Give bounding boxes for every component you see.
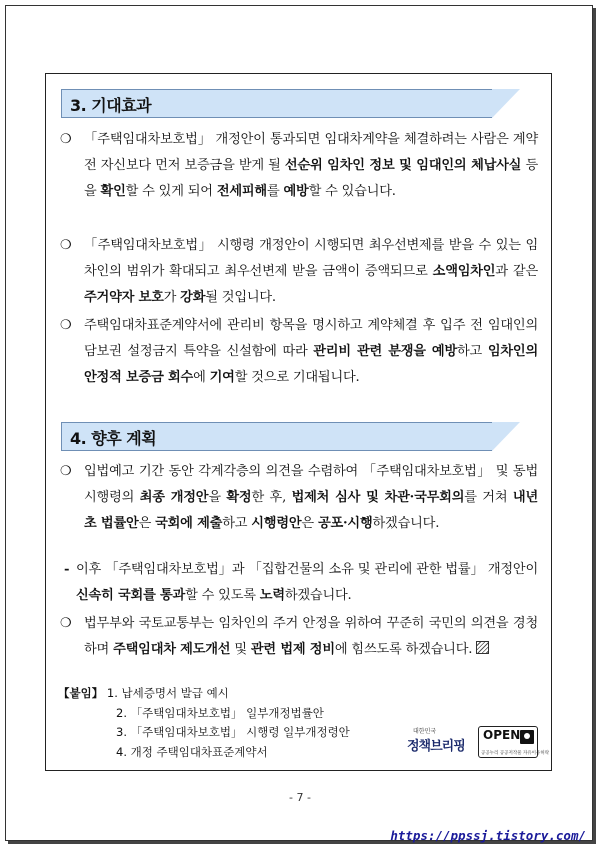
bullet-text — [84, 233, 538, 311]
bullet-text — [84, 459, 538, 537]
emphasized-text: 선순위 임차인 정보 및 임대인의 체납사실 — [284, 158, 522, 173]
emphasized-text: 확인 — [100, 184, 126, 199]
circle-bullet-icon: ❍ — [60, 132, 72, 147]
emphasized-text: 법제처 심사 및 차관·국무회의 — [291, 490, 465, 505]
bullet-item — [60, 611, 538, 663]
text-run: 및 — [230, 642, 251, 657]
attachment-row — [58, 684, 398, 704]
text-run: 「주택임대차보호법」 시행령 개정안이 시행되면 최우선변제를 받을 수 있는 임차인의 범위가 확대되고 최우선변제 받을 금액이 증액되므로 — [84, 238, 538, 279]
text-run: 를 — [266, 184, 284, 199]
section-title: 3. 기대효과 — [70, 96, 152, 115]
text-run: 에 — [193, 370, 210, 385]
text-run: 등을 — [84, 158, 539, 199]
emphasized-text: 공포·시행 — [317, 516, 373, 531]
policy-briefing-logo — [407, 726, 475, 756]
text-run: 을 — [208, 490, 227, 505]
emphasized-text: 시행령안 — [251, 516, 302, 531]
emphasized-text: 신속히 국회를 통과 — [76, 588, 186, 603]
end-mark-icon — [476, 641, 489, 654]
emphasized-text: 주거약자 보호 — [84, 290, 164, 305]
attachments-list — [58, 684, 398, 762]
open-logo-subtext: 공공누리 공공저작물 자유이용허락 — [481, 751, 550, 756]
attachment-item: 1. 납세증명서 발급 예시 — [106, 686, 229, 700]
bullet-text — [84, 611, 538, 663]
footer-url-link[interactable]: https://ppssj.tistory.com/ — [390, 828, 586, 843]
emphasized-text: 강화 — [180, 290, 206, 305]
text-run: 를 거쳐 — [464, 490, 513, 505]
attachments-label: 【붙임】 — [58, 686, 104, 700]
dash-mark: - — [64, 562, 70, 577]
circle-bullet-icon: ❍ — [60, 616, 72, 631]
text-run: 은 — [138, 516, 156, 531]
text-run: 이후 「주택임대차보호법」과 「집합건물의 소유 및 관리에 관한 법률」 개정안이 — [76, 562, 538, 577]
circle-bullet-icon: ❍ — [60, 464, 72, 479]
text-run: 에 힘쓰도록 하겠습니다. — [334, 642, 473, 657]
section-header-future-plans — [61, 422, 492, 451]
open-license-logo — [478, 726, 550, 758]
attachment-item: 2. 「주택임대차보호법」 일부개정법률안 — [116, 705, 324, 720]
emphasized-text: 확정 — [226, 490, 252, 505]
bullet-text — [84, 313, 538, 391]
emphasized-text: 최종 개정안 — [139, 490, 209, 505]
circle-bullet-icon: ❍ — [60, 238, 72, 253]
text-run: 「주택임대차보호법」 개정안이 통과되면 임대차계약을 체결하려는 사람은 계약 전 자신보다 먼저 보증금을 받게 될 — [84, 132, 538, 173]
bullet-item — [60, 313, 538, 391]
emphasized-text: 내년 초 법률안 — [84, 490, 538, 531]
text-run: 하겠습니다. — [372, 516, 440, 531]
emphasized-text: 예방 — [283, 184, 309, 199]
text-run: 가 — [163, 290, 181, 305]
text-run: 입법예고 기간 동안 각계각층의 의견을 수렴하여 「주택임대차보호법」 및 동법 시행령의 — [84, 464, 538, 505]
text-run: 할 수 있습니다. — [308, 184, 396, 199]
text-run: 할 것으로 기대됩니다. — [234, 370, 360, 385]
emphasized-text: 기여 — [209, 370, 235, 385]
policy-logo-text: 정책브리핑 — [407, 739, 465, 754]
open-logo-text: OPEN — [483, 728, 521, 742]
section-title: 4. 향후 계획 — [70, 429, 157, 448]
emphasized-text: 주택임대차 제도개선 — [113, 642, 231, 657]
circle-bullet-icon: ❍ — [60, 318, 72, 333]
text-run: 할 수 있도록 — [185, 588, 260, 603]
section-header-expected-effects — [61, 89, 492, 118]
attachment-item: 4. 개정 주택임대차표준계약서 — [116, 744, 268, 759]
text-run: 주택임대차표준계약서에 관리비 항목을 명시하고 계약체결 후 입주 전 임대인의 담보권 설정금지 특약을 신설함에 따라 — [84, 318, 538, 359]
bullet-item — [60, 459, 538, 537]
bullet-item — [60, 127, 538, 205]
text-run: 할 수 있게 되어 — [125, 184, 217, 199]
emphasized-text: 임차인의 안정적 보증금 회수 — [84, 344, 538, 385]
text-run: 하겠습니다. — [284, 588, 352, 603]
text-run: 될 것입니다. — [205, 290, 276, 305]
dash-text — [76, 557, 538, 609]
text-run: 한 후, — [251, 490, 292, 505]
text-run: 과 같은 — [495, 264, 539, 279]
emphasized-text: 관리비 관련 분쟁을 예방 — [313, 344, 458, 359]
bullet-text — [84, 127, 538, 205]
text-run: 하고 — [222, 516, 252, 531]
emphasized-text: 전세피해 — [216, 184, 267, 199]
license-badge-icon — [520, 730, 534, 744]
text-run: 은 — [301, 516, 318, 531]
text-run: 하고 — [457, 344, 488, 359]
emphasized-text: 소액임차인 — [432, 264, 496, 279]
emphasized-text: 국회에 제출 — [155, 516, 223, 531]
bullet-item — [60, 233, 538, 311]
dash-item — [64, 557, 538, 609]
emphasized-text: 관련 법제 정비 — [250, 642, 335, 657]
content-box — [45, 73, 552, 771]
policy-logo-small-text: 대한민국 — [413, 728, 437, 735]
attachment-item: 3. 「주택임대차보호법」 시행령 일부개정령안 — [116, 725, 350, 739]
text-run: 법무부와 국토교통부는 임차인의 주거 안정을 위하여 꾸준히 국민의 의견을 경청하며 — [84, 616, 538, 657]
emphasized-text: 노력 — [259, 588, 285, 603]
page-number: - 7 - — [289, 791, 311, 804]
